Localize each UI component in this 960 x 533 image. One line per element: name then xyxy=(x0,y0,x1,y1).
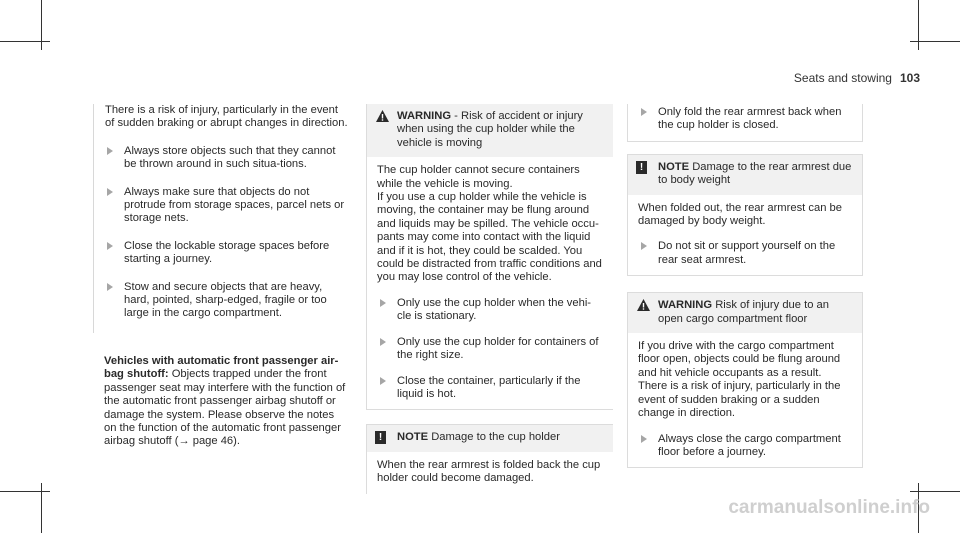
page-header xyxy=(794,71,920,85)
column-1 xyxy=(93,104,348,449)
arrow-bullet-icon xyxy=(107,188,113,196)
note-box xyxy=(366,424,613,493)
crop-mark xyxy=(0,41,50,42)
note-label: NOTE xyxy=(658,160,690,173)
section-title: Seats and stowing xyxy=(793,71,892,85)
top-bullet-box xyxy=(627,104,863,142)
warning-box xyxy=(627,292,863,468)
note-text: When folded out, the rear armrest can be damaged by body weight. xyxy=(638,201,842,228)
bullet-text: Only use the cup holder when the vehi-cle is stationary. xyxy=(397,296,592,323)
arrow-bullet-icon xyxy=(107,147,113,155)
watermark: carmanualsonline.info xyxy=(728,497,930,518)
note-title: Damage to the cup holder xyxy=(431,431,560,444)
list-item xyxy=(94,281,348,333)
arrow-bullet-icon xyxy=(380,377,386,385)
list-item xyxy=(367,297,603,324)
bullet-text: Close the container, particularly if the liquid is hot. xyxy=(397,374,581,400)
warning-title: Risk of injury due to an open cargo compartment floor xyxy=(658,299,829,325)
note-label: NOTE xyxy=(397,431,429,444)
note-header xyxy=(628,155,862,195)
bullet-text: Only fold the rear armrest back when the cup holder is closed. xyxy=(658,106,842,132)
warning-triangle-icon xyxy=(376,110,389,122)
page-number: 103 xyxy=(899,71,920,85)
note-header xyxy=(367,425,613,451)
list-item xyxy=(367,375,603,402)
crop-mark xyxy=(910,491,960,492)
arrow-bullet-icon xyxy=(641,108,647,116)
warning-header xyxy=(367,104,613,157)
warning-text: The cup holder cannot secure containers while the vehicle is moving. xyxy=(377,164,580,190)
list-item xyxy=(628,240,852,267)
crop-mark xyxy=(918,0,919,50)
intro-text: There is a risk of injury, particularly in the event of sudden braking or abrupt changes in direction. xyxy=(105,104,348,130)
arrow-bullet-icon xyxy=(641,242,647,250)
warning-text: If you drive with the cargo compartment floor open, objects could be flung around and hit vehicle occupants as a result. There is a risk of injury, particularly in the event of sudden braking or a sudden change in direction. xyxy=(638,340,841,420)
note-box xyxy=(627,154,863,276)
warning-title: - Risk of accident or injury when using the cup holder while the vehicle is moving xyxy=(397,110,583,149)
exclamation-icon: ! xyxy=(375,431,386,444)
arrow-bullet-icon xyxy=(107,283,113,291)
warning-text: If you use a cup holder while the vehicle is moving, the container may be flung around and liquids may be spilled. The vehicle occu-pants may come into contact with the liquid and if it is hot, they could be scalded. You could be distracted from traffic conditions and you may lose control of the vehicle. xyxy=(377,191,602,284)
arrow-bullet-icon xyxy=(380,338,386,346)
warning-label: WARNING xyxy=(397,110,452,122)
vehicles-heading: Vehicles with automatic front passenger air-bag shutoff: xyxy=(104,354,339,381)
warning-body xyxy=(628,333,862,467)
list-item xyxy=(94,145,348,172)
warning-label: WARNING xyxy=(658,299,713,312)
column-3 xyxy=(627,104,863,468)
note-text: When the rear armrest is folded back the cup holder could become damaged. xyxy=(377,458,601,485)
list-item xyxy=(367,336,603,363)
arrow-bullet-icon xyxy=(380,299,386,307)
crop-mark xyxy=(41,0,42,50)
bullet-text: Do not sit or support yourself on the rear seat armrest. xyxy=(658,240,836,266)
intro-block xyxy=(93,104,348,333)
crop-mark xyxy=(0,491,50,492)
warning-header xyxy=(628,293,862,333)
note-body xyxy=(367,452,613,494)
list-item xyxy=(94,186,348,226)
note-title: Damage to the rear armrest due to body weight xyxy=(658,160,852,187)
bullet-text: Only use the cup holder for containers of the right size. xyxy=(397,335,599,362)
crop-mark xyxy=(910,41,960,42)
list-item xyxy=(628,106,852,133)
warning-triangle-icon xyxy=(637,299,650,311)
warning-box xyxy=(366,104,613,410)
bullet-text: Stow and secure objects that are heavy, hard, pointed, sharp-edged, fragile or too large in the cargo compartment. xyxy=(124,280,327,320)
bullet-text: Always make sure that objects do not protrude from storage spaces, parcel nets or storage nets. xyxy=(124,185,345,225)
arrow-bullet-icon xyxy=(641,435,647,443)
list-item xyxy=(628,433,852,460)
list-item xyxy=(94,240,348,267)
vehicles-text: Objects trapped under the front passenger seat may interfere with the function of the automatic front passenger airbag shutoff or damage the system. Please observe the notes on the function of the automatic front passenger airbag shutoff (→ page 46). xyxy=(104,368,346,448)
column-2 xyxy=(366,104,613,494)
note-body xyxy=(628,195,862,276)
bullet-text: Always store objects such that they cannot be thrown around in such situa-tions. xyxy=(124,144,336,171)
exclamation-icon: ! xyxy=(636,161,647,174)
bullet-text: Close the lockable storage spaces before starting a journey. xyxy=(124,239,330,266)
vehicles-paragraph xyxy=(93,355,348,449)
arrow-bullet-icon xyxy=(107,242,113,250)
warning-body xyxy=(367,157,613,409)
bullet-text: Always close the cargo compartment floor before a journey. xyxy=(658,432,841,458)
